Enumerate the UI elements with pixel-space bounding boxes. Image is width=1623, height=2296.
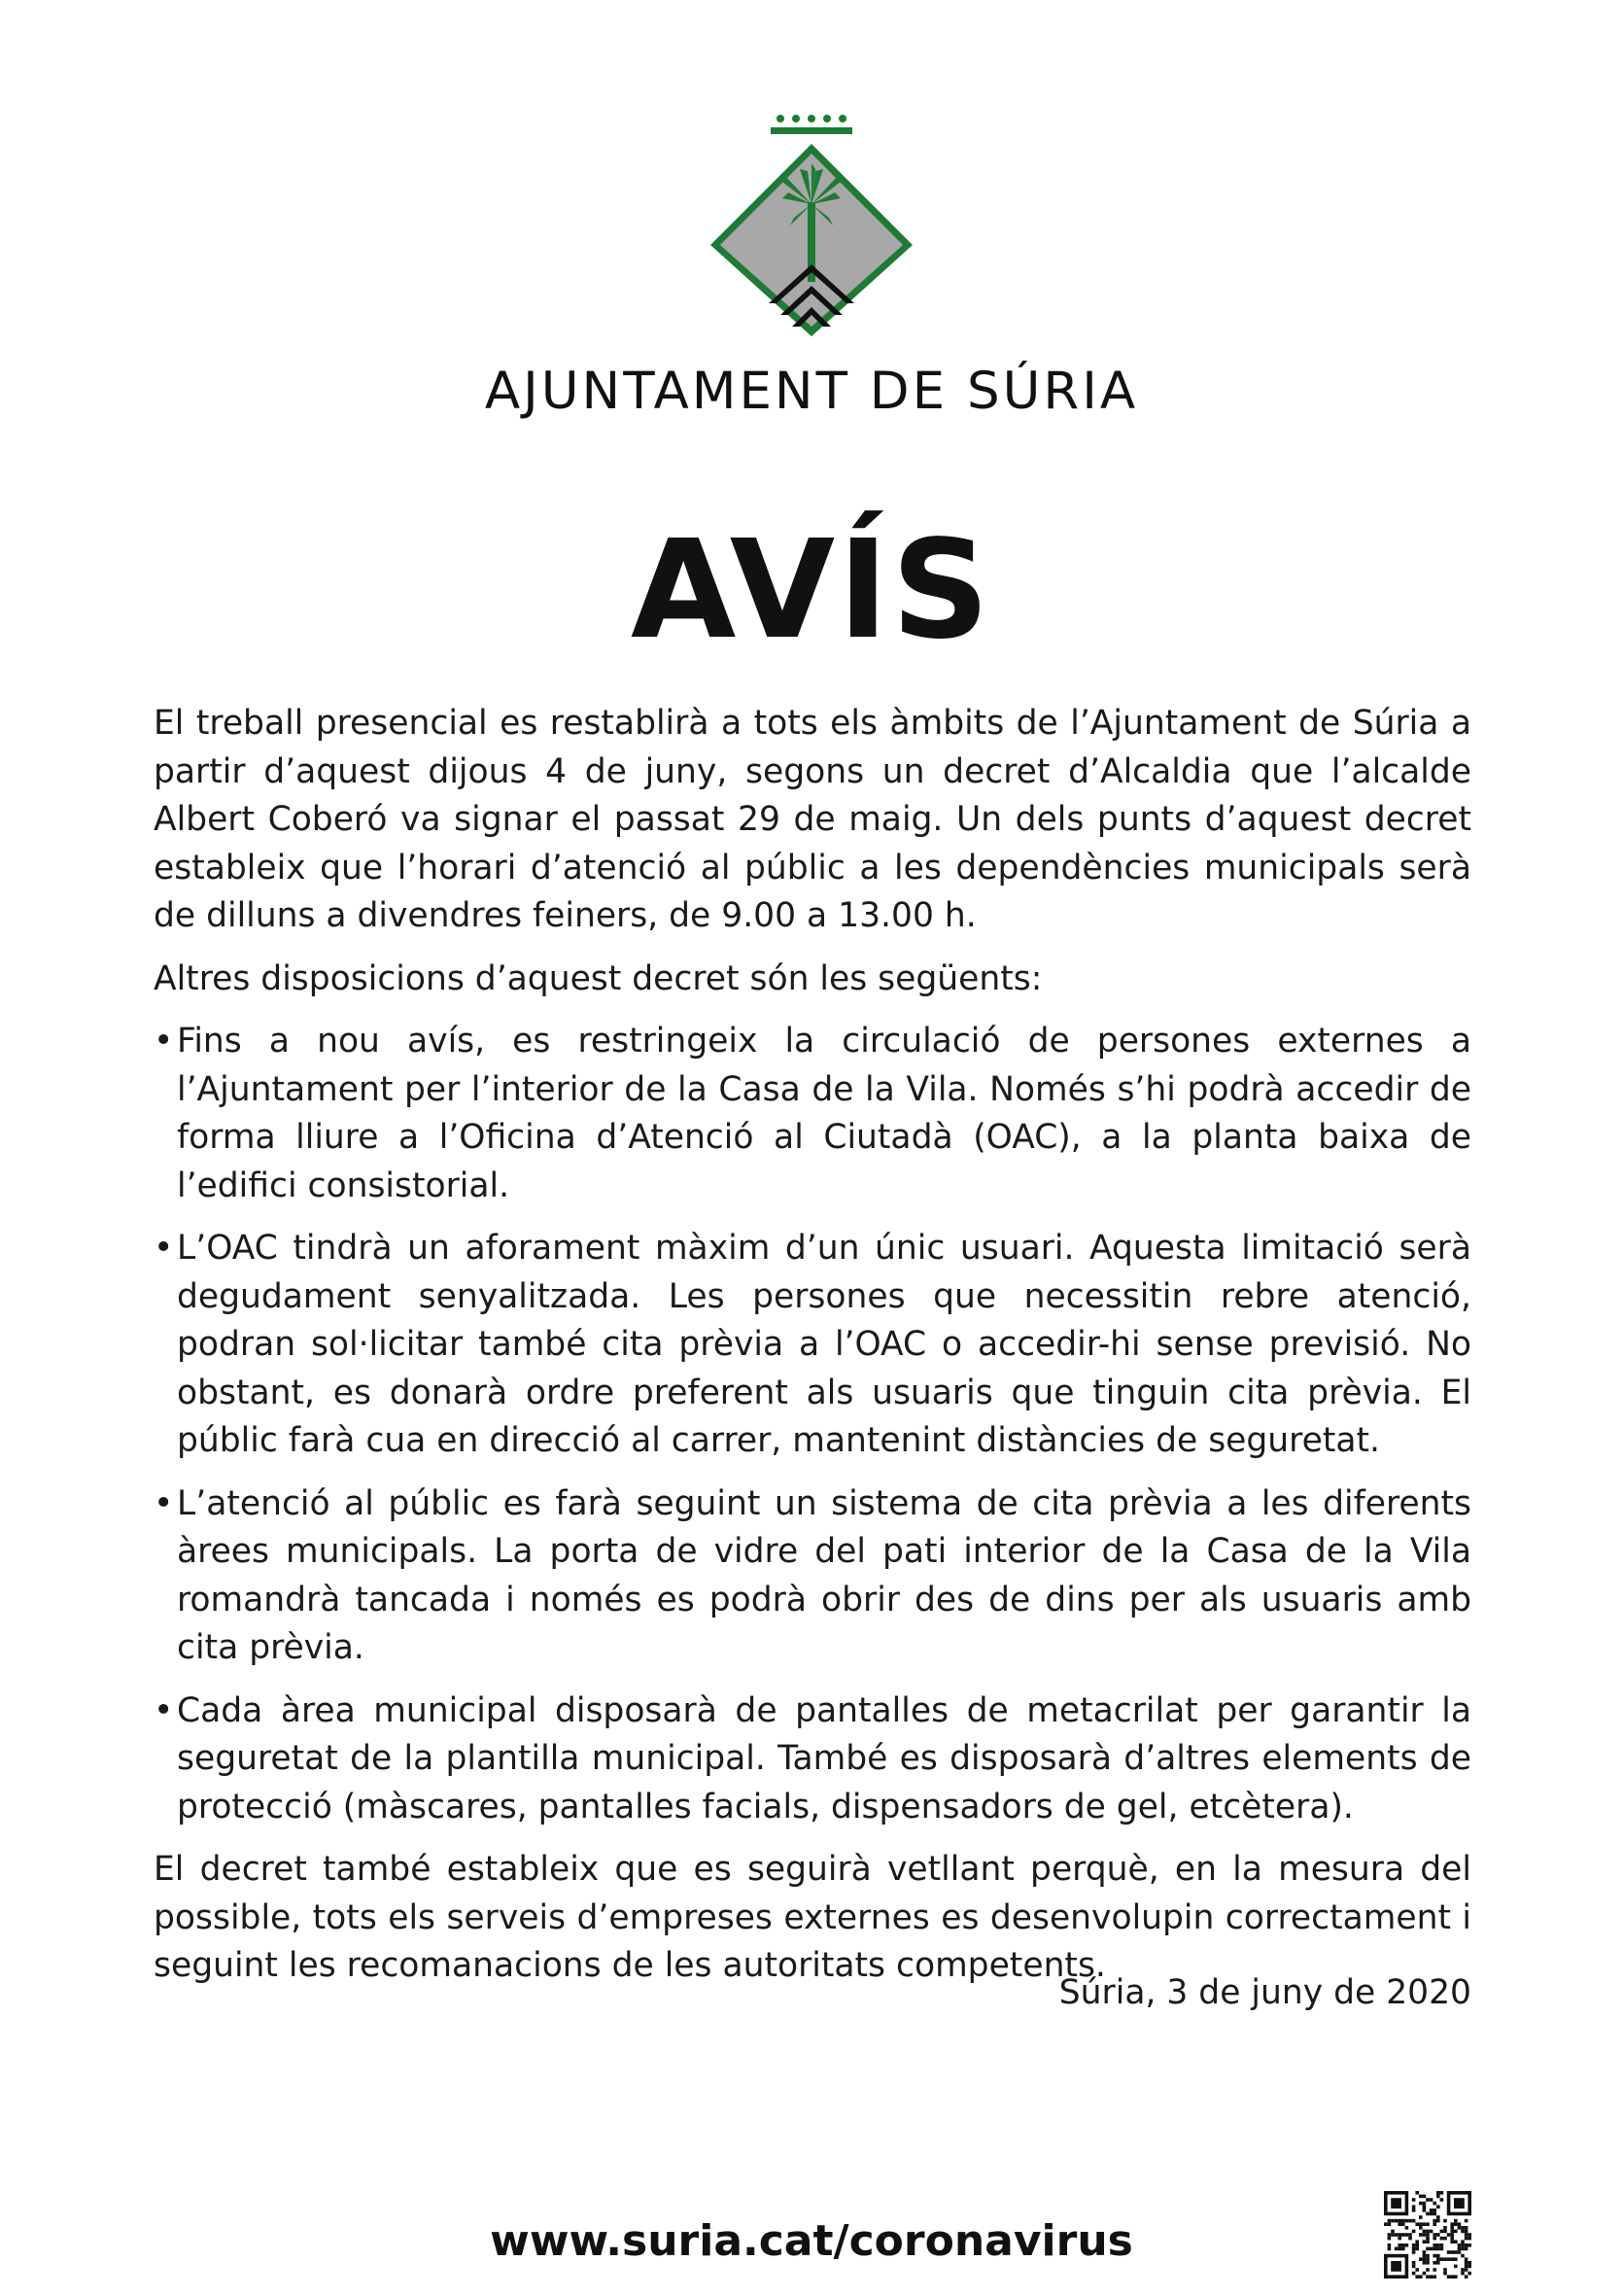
- notice-title: AVÍS: [630, 511, 993, 670]
- provisions-list: [154, 1018, 1471, 1831]
- bullet-icon: •: [154, 1690, 174, 1730]
- list-item: [154, 1480, 1471, 1673]
- organization-name: AJUNTAMENT DE SÚRIA: [484, 362, 1139, 421]
- list-item: [154, 1225, 1471, 1466]
- list-item: [154, 1018, 1471, 1210]
- website-url[interactable]: www.suria.cat/coronavirus: [490, 2216, 1133, 2266]
- list-item-text: Cada àrea municipal disposarà de pantalles de metacrilat per garantir la seguretat de la plantilla municipal. També es disposarà d’altres elements de protecció (màscares, pantalles facials, dispensadors de gel, etcètera).: [177, 1690, 1471, 1826]
- list-item-text: L’OAC tindrà un aforament màxim d’un únic usuari. Aquesta limitació serà degudament senyalitzada. Les persones que necessitin rebre atenció, podran sol·licitar també cita prèvia a l’OAC o accedir-hi sense previsió. No obstant, es donarà ordre preferent als usuaris que tinguin cita prèvia. El públic farà cua en direcció al carrer, mantenint distàncies de seguretat.: [177, 1229, 1471, 1460]
- qr-code-icon: [1384, 2191, 1471, 2279]
- coat-of-arms-icon: [705, 109, 918, 342]
- intro-paragraph: El treball presencial es restablirà a tots els àmbits de l’Ajuntament de Súria a partir d’aquest dijous 4 de juny, segons un decret d’Alcaldia que l’alcalde Albert Coberó va signar el passat 29 de maig. Un dels punts d’aquest decret estableix que l’horari d’atenció al públic a les dependències municipals serà de dilluns a divendres feiners, de 9.00 a 13.00 h.: [154, 704, 1471, 935]
- list-item-text: Fins a nou avís, es restringeix la circulació de persones externes a l’Ajuntament per l’interior de la Casa de la Vila. Només s’hi podrà accedir de forma lliure a l’Oficina d’Atenció al Ciutadà (OAC), a la planta baixa de l’edifici consistorial.: [177, 1022, 1471, 1205]
- bullet-icon: •: [154, 1022, 174, 1061]
- closing-paragraph: El decret també estableix que es seguirà vetllant perquè, en la mesura del possible, tots els serveis d’empreses externes es desenvolupin correctament i seguint les recomanacions de les autoritats competents.: [154, 1850, 1471, 1985]
- bullet-icon: •: [154, 1229, 174, 1268]
- list-item-text: L’atenció al públic es farà seguint un sistema de cita prèvia a les diferents àrees municipals. La porta de vidre del pati interior de la Casa de la Vila romandrà tancada i només es podrà obrir des de dins per als usuaris amb cita prèvia.: [177, 1483, 1471, 1667]
- bullet-icon: •: [154, 1483, 174, 1523]
- list-intro: Altres disposicions d’aquest decret són les següents:: [154, 958, 1043, 998]
- list-item: [154, 1687, 1471, 1832]
- notice-body: [154, 700, 1471, 2005]
- date-signoff: Súria, 3 de juny de 2020: [1058, 1973, 1471, 2012]
